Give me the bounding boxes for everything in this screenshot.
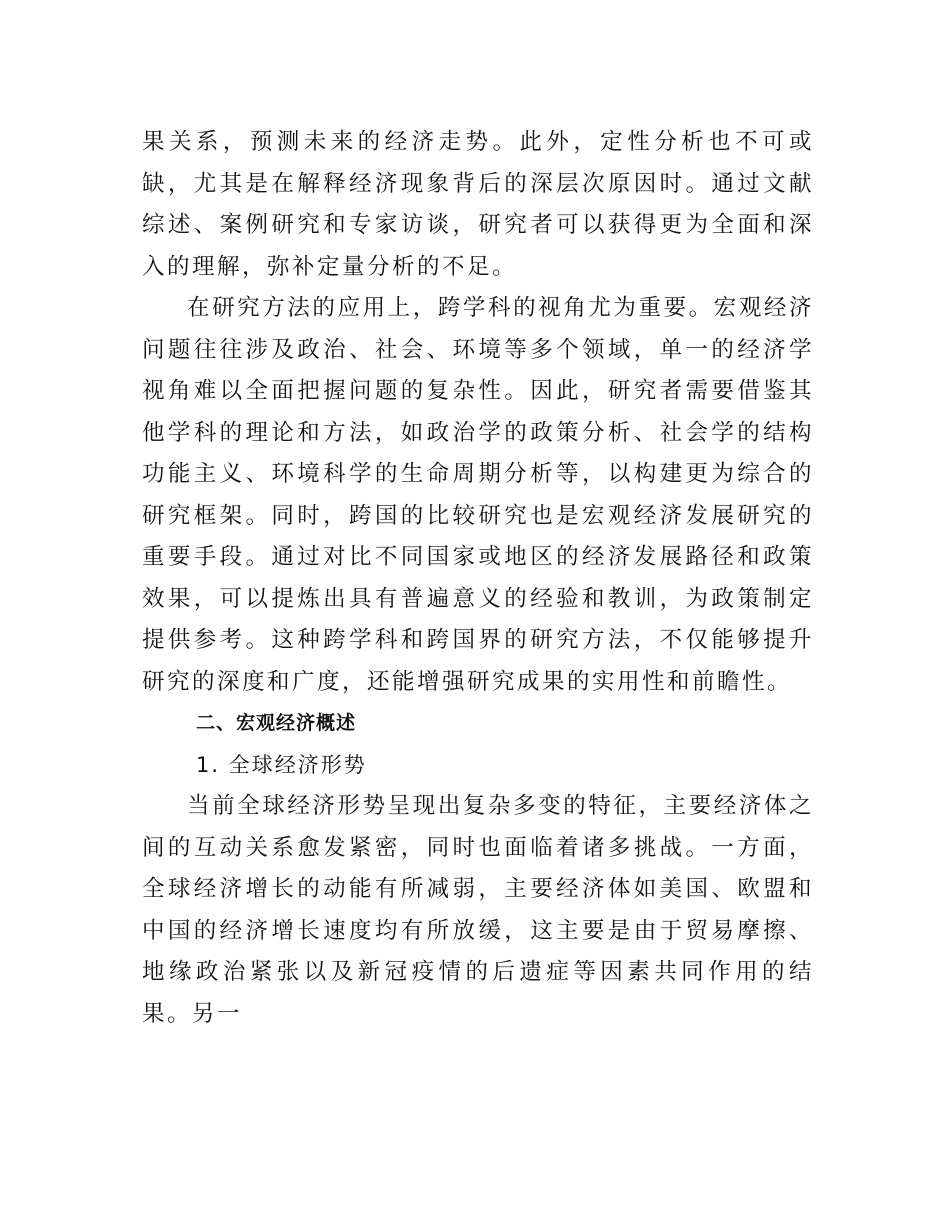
body-paragraph: 当前全球经济形势呈现出复杂多变的特征，主要经济体之间的互动关系愈发紧密，同时也面临着诸多挑战。一方面，全球经济增长的动能有所减弱，主要经济体如美国、欧盟和中国的经济增长速度均有所放缓，这主要是由于贸易摩擦、地缘政治紧张以及新冠疫情的后遗症等因素共同作用的结果。另一 [142,793,814,1027]
body-paragraph: 在研究方法的应用上，跨学科的视角尤为重要。宏观经济问题往往涉及政治、社会、环境等多个领域，单一的经济学视角难以全面把握问题的复杂性。因此，研究者需要借鉴其他学科的理论和方法，如政治学的政策分析、社会学的结构功能主义、环境科学的生命周期分析等，以构建更为综合的研究框架。同时，跨国的比较研究也是宏观经济发展研究的重要手段。通过对比不同国家或地区的经济发展路径和政策效果，可以提炼出具有普遍意义的经验和教训，为政策制定提供参考。这种跨学科和跨国界的研究方法，不仅能够提升研究的深度和广度，还能增强研究成果的实用性和前瞻性。 [142,295,814,695]
document-page [142,122,814,1035]
subsection-heading: 1. 全球经济形势 [196,752,367,777]
body-paragraph: 果关系，预测未来的经济走势。此外，定性分析也不可或缺，尤其是在解释经济现象背后的深层次原因时。通过文献综述、案例研究和专家访谈，研究者可以获得更为全面和深入的理解，弥补定量分析的不足。 [142,129,814,280]
section-heading: 二、宏观经济概述 [196,712,357,734]
